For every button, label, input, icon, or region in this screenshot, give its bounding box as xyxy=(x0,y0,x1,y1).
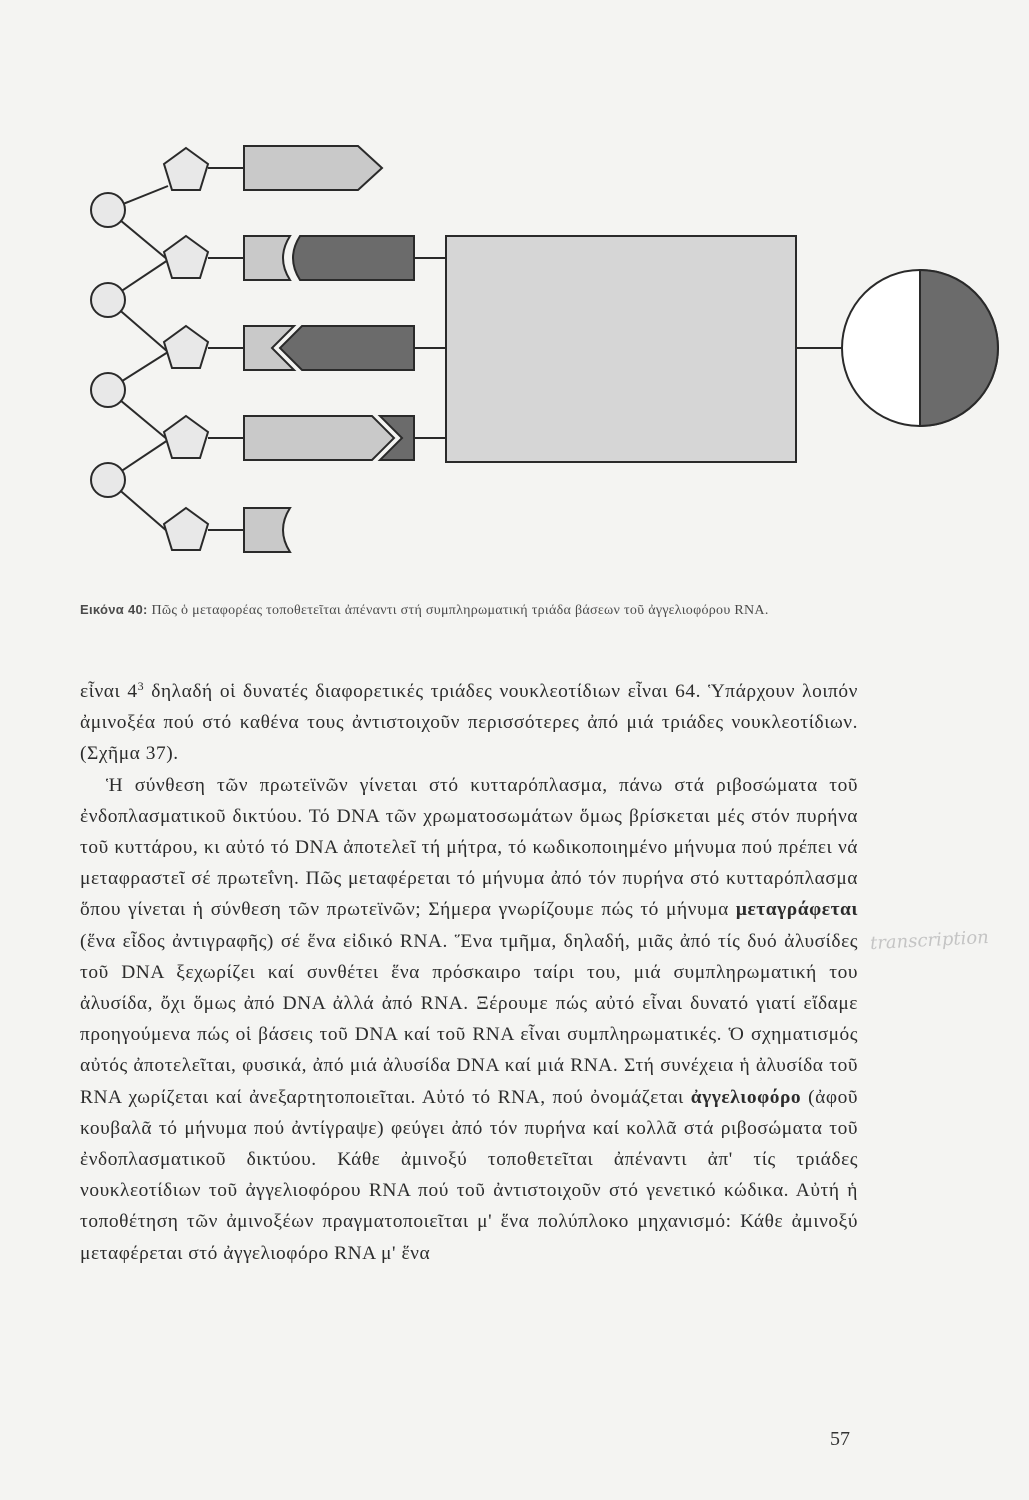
body-text xyxy=(80,676,858,1269)
phosphate-1 xyxy=(91,193,125,227)
handwritten-margin-note: transcription xyxy=(869,926,990,955)
term-angelioforo: ἀγγελιοφόρο xyxy=(690,1086,802,1108)
paragraph-1 xyxy=(80,676,858,770)
figure-caption-text: Πῶς ὁ μεταφορέας τοποθετεῖται ἀπέναντι στή συμπληρωματική τριάδα βάσεων τοῦ ἀγγελιοφόρου RNA. xyxy=(151,603,769,618)
amino-acid-circle xyxy=(842,270,998,426)
paragraph-2 xyxy=(80,770,858,1269)
sugar-base-links xyxy=(208,168,244,530)
trna-mrna-figure xyxy=(0,0,1029,590)
complementary-base-3 xyxy=(280,326,414,370)
ribose-2 xyxy=(164,236,208,278)
figure-number: Εικόνα 40: xyxy=(80,602,148,617)
base-2 xyxy=(244,236,290,280)
ribose-pentagons xyxy=(164,148,208,550)
ribose-5 xyxy=(164,508,208,550)
base-4 xyxy=(244,416,394,460)
paragraph-2-part-a: Ἡ σύνθεση τῶν πρωτεϊνῶν γίνεται στό κυτταρόπλασμα, πάνω στά ριβοσώματα τοῦ ἐνδοπλασματικοῦ δικτύου. Τό DNA τῶν χρωματοσωμάτων ὅμως βρίσκεται μές στόν πυρήνα τοῦ κυττάρου, κι αὐτό τό DNA ἀποτελεῖ τή μήτρα, τό κωδικοποιημένο μήνυμα πού πρέπει νά μεταφραστεῖ σέ πρωτεΐνη. Πῶς μεταφέρεται τό μήνυμα ἀπό τόν πυρήνα στό κυτταρόπλασμα ὅπου γίνεται ἡ σύνθεση τῶν πρωτεϊνῶν; Σήμερα γνωρίζουμε πώς τό μήνυμα xyxy=(80,774,858,921)
ribose-1 xyxy=(164,148,208,190)
phosphate-circles xyxy=(91,193,125,497)
trna-body-box xyxy=(446,236,796,462)
page-number: 57 xyxy=(830,1428,850,1450)
figure-caption xyxy=(80,600,880,620)
base-5 xyxy=(244,508,290,552)
phosphate-3 xyxy=(91,373,125,407)
ribose-3 xyxy=(164,326,208,368)
base-1 xyxy=(244,146,382,190)
paragraph-1-start: εἶναι 4 xyxy=(80,681,138,702)
term-metagrafetai: μεταγράφεται xyxy=(735,899,858,921)
paragraph-2-part-c: (ἀφοῦ κουβαλᾶ τό μήνυμα πού ἀντίγραψε) φεύγει ἀπό τόν πυρήνα καί κολλᾶ στά ριβοσώματα τοῦ ἐνδοπλασματικοῦ δικτύου. Κάθε ἀμινοξύ τοποθετεῖται ἀπέναντι ἀπ' τίς τριάδες νουκλεοτίδιων τοῦ ἀγγελιοφόρου RNA πού τοῦ ἀντιστοιχοῦν στό γενετικό κώδικα. Αὐτή ἡ τοποθέτηση τῶν ἀμινοξέων πραγματοποιεῖται μ' ἕνα πολύπλοκο μηχανισμό: Κάθε ἀμινοξύ μεταφέρεται στό ἀγγελιοφόρο RNA μ' ἕνα xyxy=(80,1086,858,1264)
exponent: 3 xyxy=(137,679,145,693)
paragraph-1-rest: δηλαδή οἱ δυνατές διαφορετικές τριάδες νουκλεοτίδιων εἶναι 64. Ὑπάρχουν λοιπόν ἀμινοξέα πού στό καθένα τους ἀντιστοιχοῦν περισσότερες ἀπό μιά τριάδες νουκλεοτίδιων. (Σχῆμα 37). xyxy=(80,681,858,765)
phosphate-4 xyxy=(91,463,125,497)
ribose-4 xyxy=(164,416,208,458)
complementary-base-2 xyxy=(293,236,414,280)
paragraph-2-part-b: (ἕνα εἶδος ἀντιγραφῆς) σέ ἕνα εἰδικό RNA. Ἕνα τμῆμα, δηλαδή, μιᾶς ἀπό τίς δυό ἀλυσίδες τοῦ DNA ξεχωρίζει καί συνθέτει ἕνα πρόσκαιρο ταίρι του, μιά συμπληρωματική του ἀλυσίδα, ὄχι ὅμως ἀπό DNA ἀλλά ἀπό RNA. Ξέρουμε πώς αὐτό εἶναι δυνατό γιατί εἴδαμε προηγούμενα πώς οἱ βάσεις τοῦ DNA καί τοῦ RNA εἶναι συμπληρωματικές. Ὁ σχηματισμός αὐτός ἀποτελεῖται, φυσικά, ἀπό μιά ἀλυσίδα DNA καί μιά RNA. Στή συνέχεια ἡ ἀλυσίδα τοῦ RNA χωρίζεται καί ἀνεξαρτητοποιεῖται. Αὐτό τό RNA, πού ὀνομάζεται xyxy=(80,930,858,1108)
phosphate-2 xyxy=(91,283,125,317)
box-connectors xyxy=(414,258,446,438)
